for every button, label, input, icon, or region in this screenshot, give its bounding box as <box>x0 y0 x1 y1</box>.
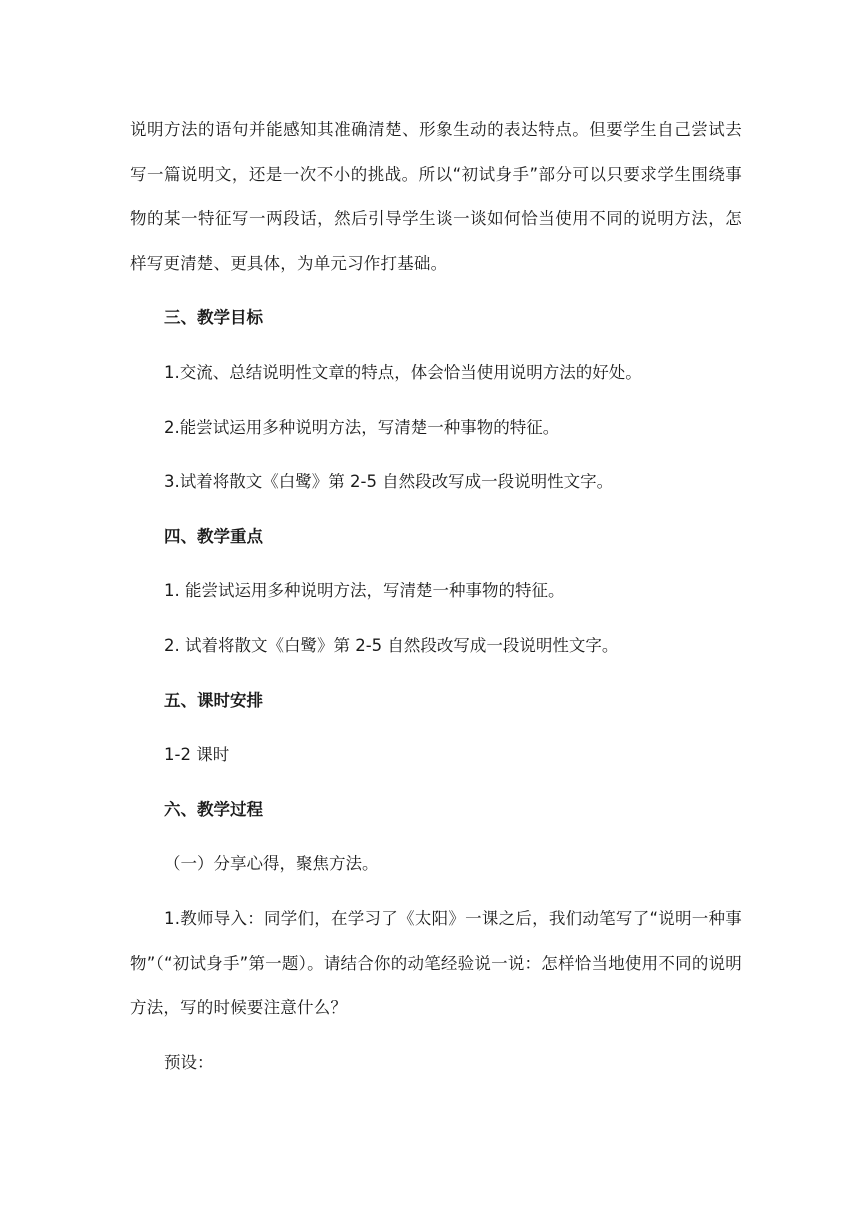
goal-item-1: 1.交流、总结说明性文章的特点，体会恰当使用说明方法的好处。 <box>164 362 642 382</box>
key-point-item-2: 2. 试着将散文《白鹭》第 2-5 自然段改写成一段说明性文字。 <box>164 635 619 655</box>
preset-label: 预设： <box>164 1052 214 1072</box>
schedule-text: 1-2 课时 <box>164 745 230 765</box>
section-heading-process: 六、教学过程 <box>164 799 263 819</box>
section-heading-key-points: 四、教学重点 <box>164 526 263 546</box>
goal-item-3: 3.试着将散文《白鹭》第 2-5 自然段改写成一段说明性文字。 <box>164 472 614 492</box>
key-point-item-1: 1. 能尝试运用多种说明方法，写清楚一种事物的特征。 <box>164 581 565 601</box>
section-heading-teaching-goals: 三、教学目标 <box>164 308 263 328</box>
process-subheading: （一）分享心得，聚焦方法。 <box>164 854 379 874</box>
intro-paragraph: 说明方法的语句并能感知其准确清楚、形象生动的表达特点。但要学生自己尝试去写一篇说明文，还是一次不小的挑战。所以“初试身手”部分可以只要求学生围绕事物的某一特征写一两段话，然后引导学生谈一谈如何恰当使用不同的说明方法，怎样写更清楚、更具体，为单元习作打基础。 <box>130 120 742 273</box>
process-paragraph: 1.教师导入：同学们，在学习了《太阳》一课之后，我们动笔写了“说明一种事物”（“初试身手”第一题）。请结合你的动笔经验说一说：怎样恰当地使用不同的说明方法，写的时候要注意什么？ <box>130 908 742 1018</box>
document-page <box>130 108 742 1095</box>
goal-item-2: 2.能尝试运用多种说明方法，写清楚一种事物的特征。 <box>164 417 560 437</box>
section-heading-schedule: 五、课时安排 <box>164 690 263 710</box>
